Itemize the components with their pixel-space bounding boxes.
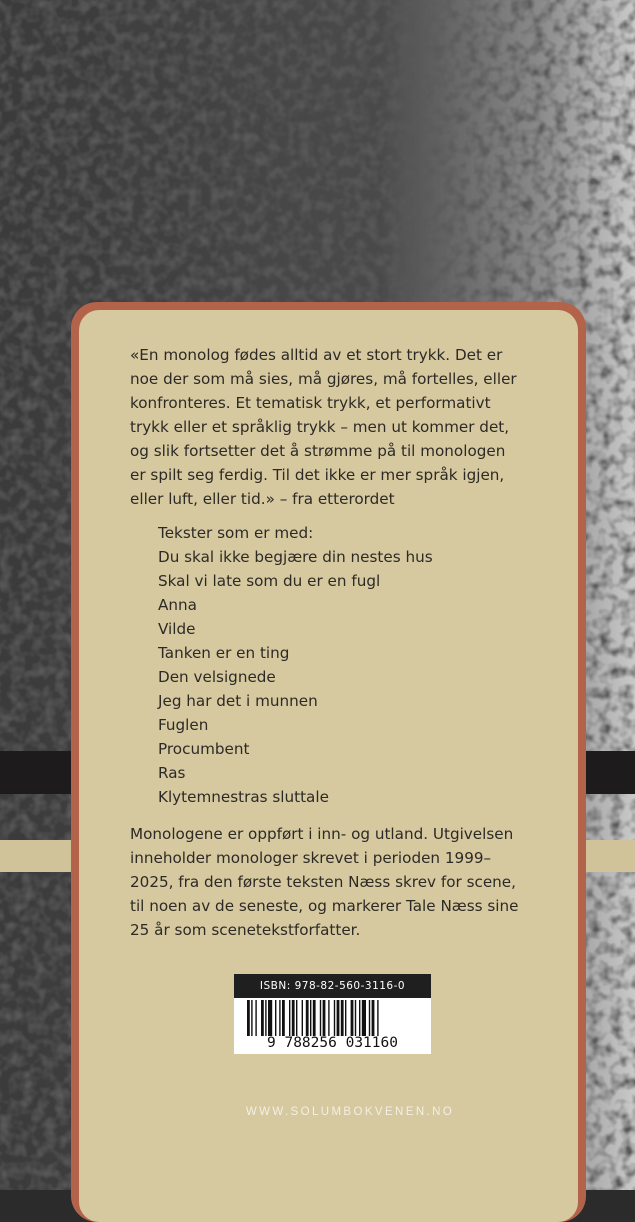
list-item: Fuglen xyxy=(158,716,209,734)
outro-line: Monologene er oppført i inn- og utland. Utgivelsen xyxy=(130,825,514,843)
contents-heading: Tekster som er med: xyxy=(158,524,314,542)
quote-line: og slik fortsetter det å strømme på til monologen xyxy=(130,442,506,460)
list-item: Vilde xyxy=(158,620,196,638)
barcode-bar xyxy=(292,1000,295,1036)
outro-line: 2025, fra den første teksten Næss skrev for scene, xyxy=(130,873,516,891)
barcode-bar xyxy=(279,1000,280,1036)
barcode-bar xyxy=(268,1000,272,1036)
barcode-bar xyxy=(377,1000,378,1036)
list-item: Den velsignede xyxy=(158,668,276,686)
contents-list xyxy=(158,521,598,809)
list-item: Anna xyxy=(158,596,197,614)
barcode-bar xyxy=(328,1000,329,1036)
barcode-bar xyxy=(372,1000,375,1036)
barcode-bars xyxy=(247,1000,419,1036)
isbn-label: ISBN: 978-82-560-3116-0 xyxy=(234,974,431,998)
quote-line: konfronteres. Et tematisk trykk, et performativt xyxy=(130,394,491,412)
quote-line: eller luft, eller tid.» – fra etterordet xyxy=(130,490,395,508)
barcode-bar xyxy=(255,1000,256,1036)
barcode-bar xyxy=(275,1000,276,1036)
barcode-bar xyxy=(345,1000,346,1036)
quote-line: trykk eller et språklig trykk – men ut kommer det, xyxy=(130,418,510,436)
barcode-bar xyxy=(296,1000,297,1036)
barcode-bar xyxy=(282,1000,285,1036)
barcode-bar xyxy=(362,1000,366,1036)
barcode-bar xyxy=(355,1000,356,1036)
outro-line: inneholder monologer skrevet i perioden 1999– xyxy=(130,849,492,867)
barcode-bar xyxy=(247,1000,250,1036)
barcode-bar xyxy=(351,1000,354,1036)
quote-line: er spilt seg ferdig. Til det ikke er mer språk igjen, xyxy=(130,466,505,484)
list-item: Du skal ikke begjære din nestes hus xyxy=(158,548,433,566)
barcode-bar xyxy=(306,1000,309,1036)
barcode-bar xyxy=(251,1000,252,1036)
publisher-website: WWW.SOLUMBOKVENEN.NO xyxy=(245,1106,455,1118)
barcode-bar xyxy=(265,1000,266,1036)
isbn-barcode xyxy=(234,974,431,1054)
barcode-bar xyxy=(302,1000,303,1036)
barcode-digits: 9 788256 031160 xyxy=(267,1035,398,1051)
barcode-bar xyxy=(369,1000,370,1036)
description-paragraph xyxy=(130,822,570,942)
list-item: Jeg har det i munnen xyxy=(158,692,318,710)
barcode-bar xyxy=(337,1000,340,1036)
outro-line: til noen av de seneste, og markerer Tale Næss sine xyxy=(130,897,519,915)
barcode-bar xyxy=(313,1000,316,1036)
quote-line: «En monolog fødes alltid av et stort trykk. Det er xyxy=(130,346,503,364)
quote-line: noe der som må sies, må gjøres, må fortelles, eller xyxy=(130,370,517,388)
blurb-quote xyxy=(130,343,570,511)
barcode-bar xyxy=(320,1000,321,1036)
barcode-bar xyxy=(341,1000,344,1036)
list-item: Tanken er en ting xyxy=(158,644,290,662)
barcode-bar xyxy=(289,1000,290,1036)
list-item: Procumbent xyxy=(158,740,250,758)
list-item: Ras xyxy=(158,764,186,782)
barcode-bar xyxy=(310,1000,311,1036)
barcode-bar xyxy=(359,1000,360,1036)
list-item: Skal vi late som du er en fugl xyxy=(158,572,381,590)
barcode-bar xyxy=(261,1000,264,1036)
outro-line: 25 år som scenetekstforfatter. xyxy=(130,921,361,939)
list-item: Klytemnestras sluttale xyxy=(158,788,329,806)
barcode-bar xyxy=(334,1000,335,1036)
barcode-bar xyxy=(323,1000,326,1036)
